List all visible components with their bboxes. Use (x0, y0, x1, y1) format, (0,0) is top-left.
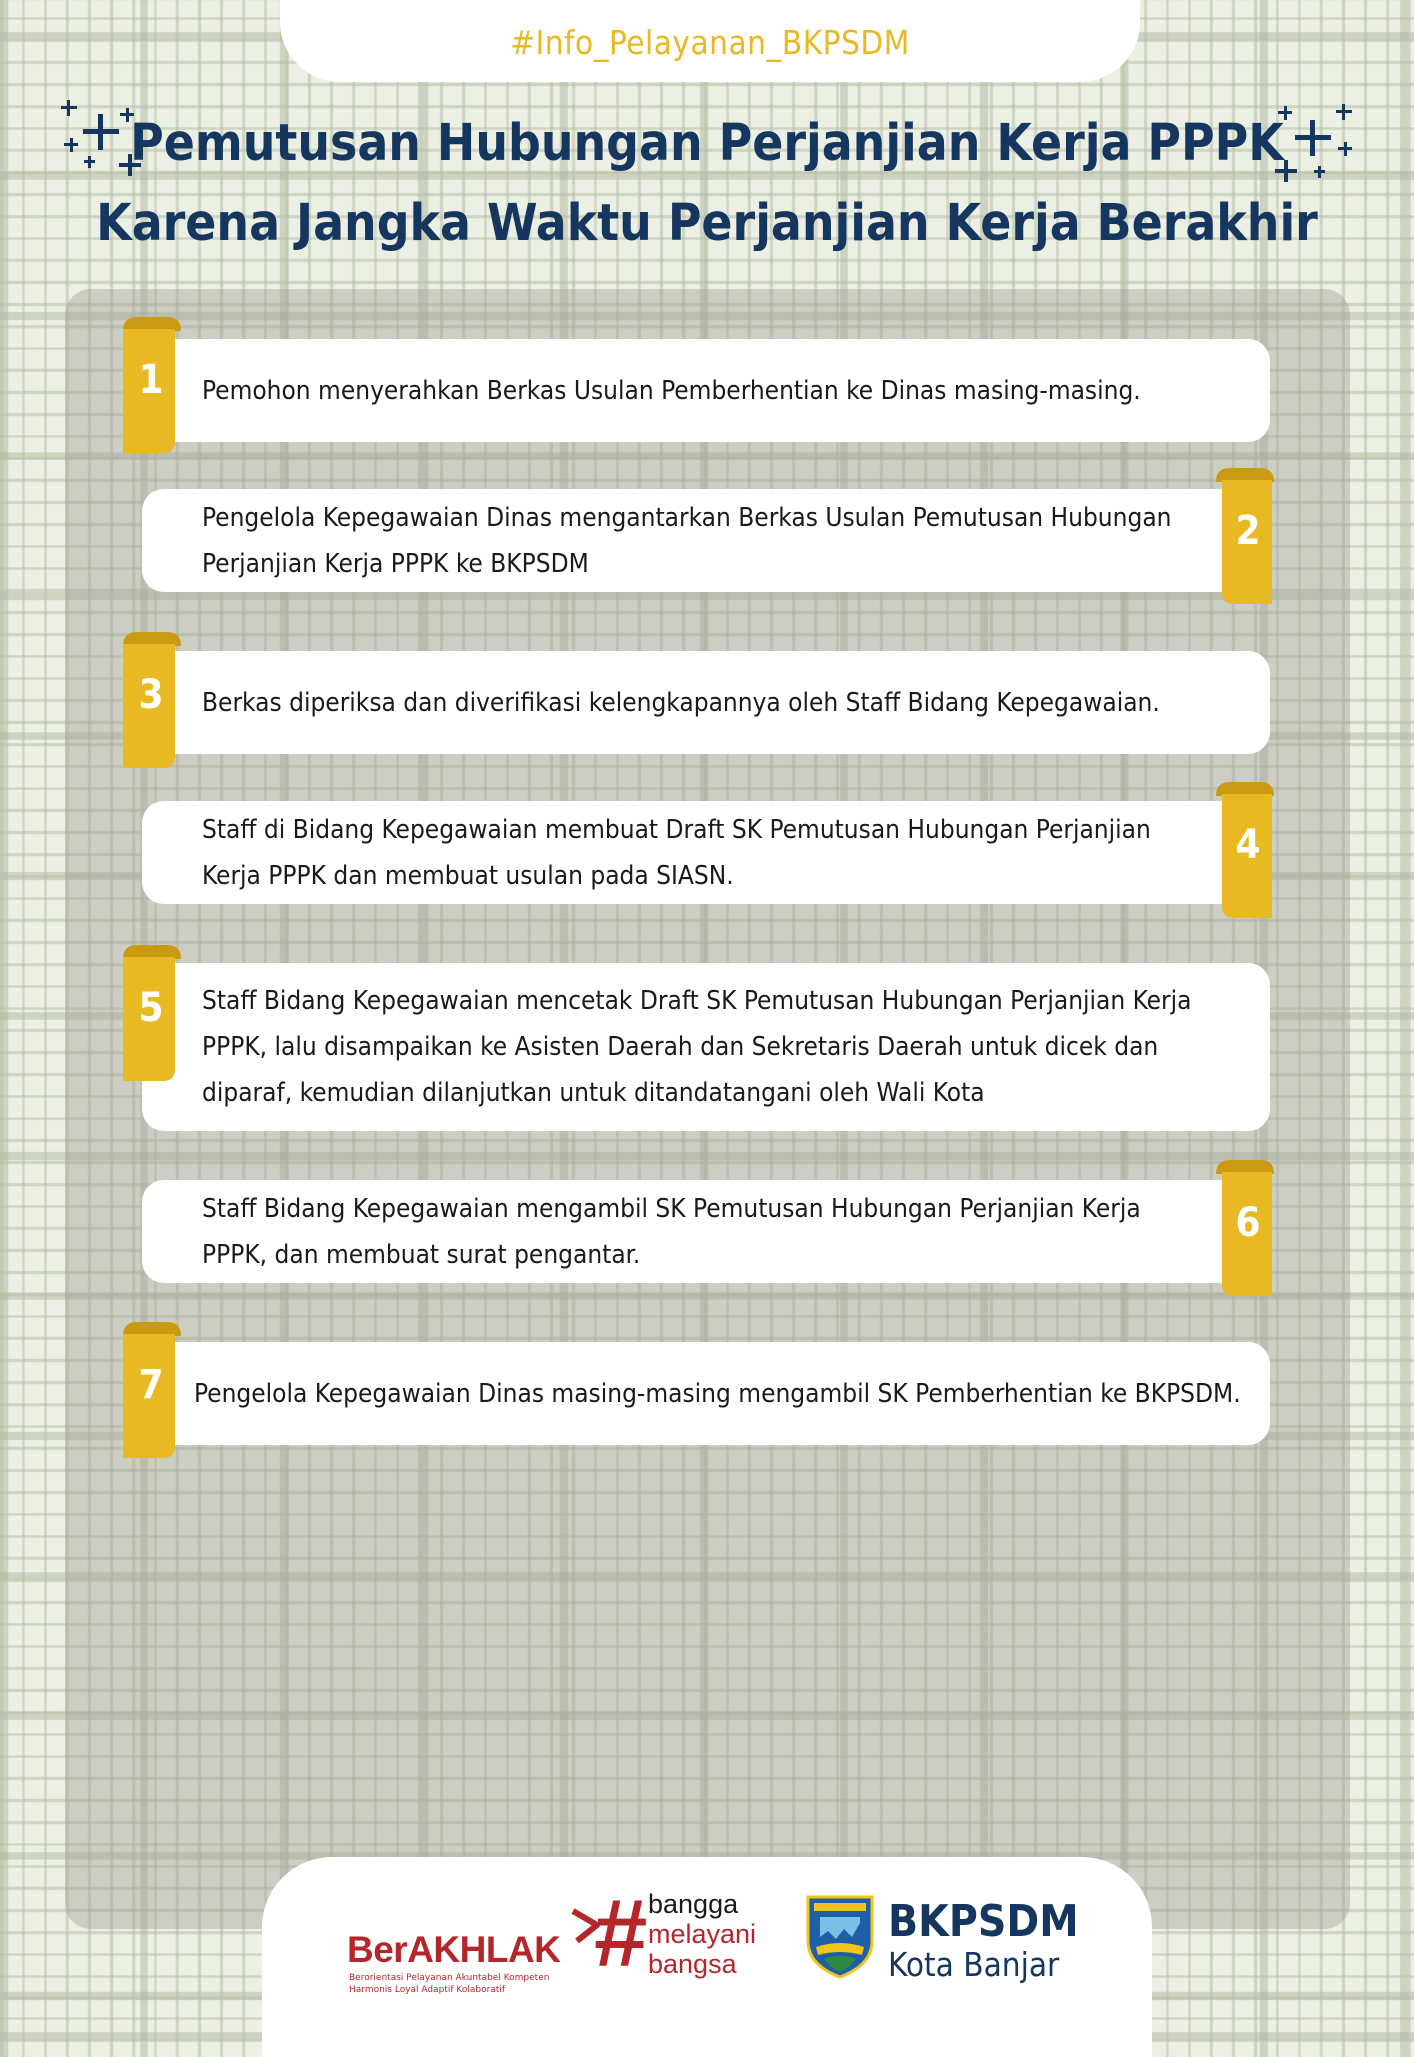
step-number-5: 5 (138, 984, 164, 1031)
step-number-3: 3 (138, 671, 164, 718)
title-line-2: Karena Jangka Waktu Perjanjian Kerja Berakhir (96, 194, 1318, 253)
step-text-6: Staff Bidang Kepegawaian mengambil SK Pemutusan Hubungan Perjanjian Kerja PPPK, dan membuat surat pengantar. (202, 1193, 1141, 1270)
bangga-line-1: bangga (648, 1889, 739, 1919)
berakhlak-tagline-1: Berorientasi Pelayanan Akuntabel Kompeten (349, 1973, 550, 1983)
berakhlak-logo (347, 1907, 607, 1997)
step-number-1: 1 (138, 356, 164, 403)
step-badge-3 (123, 632, 179, 768)
bangga-melayani-bangsa-logo (594, 1880, 784, 1995)
page-title (60, 104, 1354, 264)
berakhlak-wordmark: BerAKHLAK (347, 1929, 561, 1970)
berakhlak-tagline-2: Harmonis Loyal Adaptif Kolaboratif (349, 1985, 506, 1995)
step-badge-1 (123, 317, 179, 453)
step-text-7: Pengelola Kepegawaian Dinas masing-masing mengambil SK Pemberhentian ke BKPSDM. (194, 1378, 1241, 1409)
footer (262, 1857, 1152, 2057)
title-line-1: Pemutusan Hubungan Perjanjian Kerja PPPK (130, 114, 1284, 173)
kota-banjar-emblem (804, 1893, 876, 1979)
step-card-2 (142, 489, 1270, 592)
bangga-line-2: melayani (648, 1919, 757, 1949)
org-name: BKPSDM (888, 1896, 1079, 1947)
org-city: Kota Banjar (888, 1945, 1060, 1984)
step-text-3: Berkas diperiksa dan diverifikasi kelengkapannya oleh Staff Bidang Kepegawaian. (202, 687, 1160, 718)
step-text-1: Pemohon menyerahkan Berkas Usulan Pemberhentian ke Dinas masing-masing. (202, 375, 1141, 406)
hashtag-icon: # (594, 1880, 648, 1987)
bangga-line-3: bangsa (648, 1949, 737, 1979)
step-card-4 (142, 801, 1270, 904)
hashtag: #Info_Pelayanan_BKPSDM (510, 23, 910, 62)
step-badge-2 (1216, 468, 1272, 604)
hashtag-pill (280, 0, 1140, 82)
step-card-3 (142, 651, 1270, 754)
step-badge-6 (1216, 1160, 1272, 1296)
step-card-6 (142, 1180, 1270, 1283)
step-badge-7 (123, 1322, 179, 1458)
step-card-5 (142, 963, 1270, 1131)
step-card-7 (142, 1342, 1270, 1445)
step-text-4: Staff di Bidang Kepegawaian membuat Draft SK Pemutusan Hubungan Perjanjian Kerja PPPK dan membuat usulan pada SIASN. (202, 814, 1151, 891)
step-text-2: Pengelola Kepegawaian Dinas mengantarkan Berkas Usulan Pemutusan Hubungan Perjanjian Kerja PPPK ke BKPSDM (202, 502, 1172, 579)
step-number-4: 4 (1235, 821, 1261, 868)
step-number-2: 2 (1235, 507, 1261, 554)
step-badge-5 (123, 945, 179, 1081)
step-badge-4 (1216, 782, 1272, 918)
step-card-1 (142, 339, 1270, 442)
step-number-7: 7 (138, 1361, 164, 1408)
step-text-5: Staff Bidang Kepegawaian mencetak Draft SK Pemutusan Hubungan Perjanjian Kerja PPPK, lalu disampaikan ke Asisten Daerah dan Sekretaris Daerah untuk dicek dan diparaf, kemudian dilanjutkan untuk ditandatangani oleh Wali Kota (202, 986, 1192, 1108)
step-number-6: 6 (1235, 1199, 1261, 1246)
